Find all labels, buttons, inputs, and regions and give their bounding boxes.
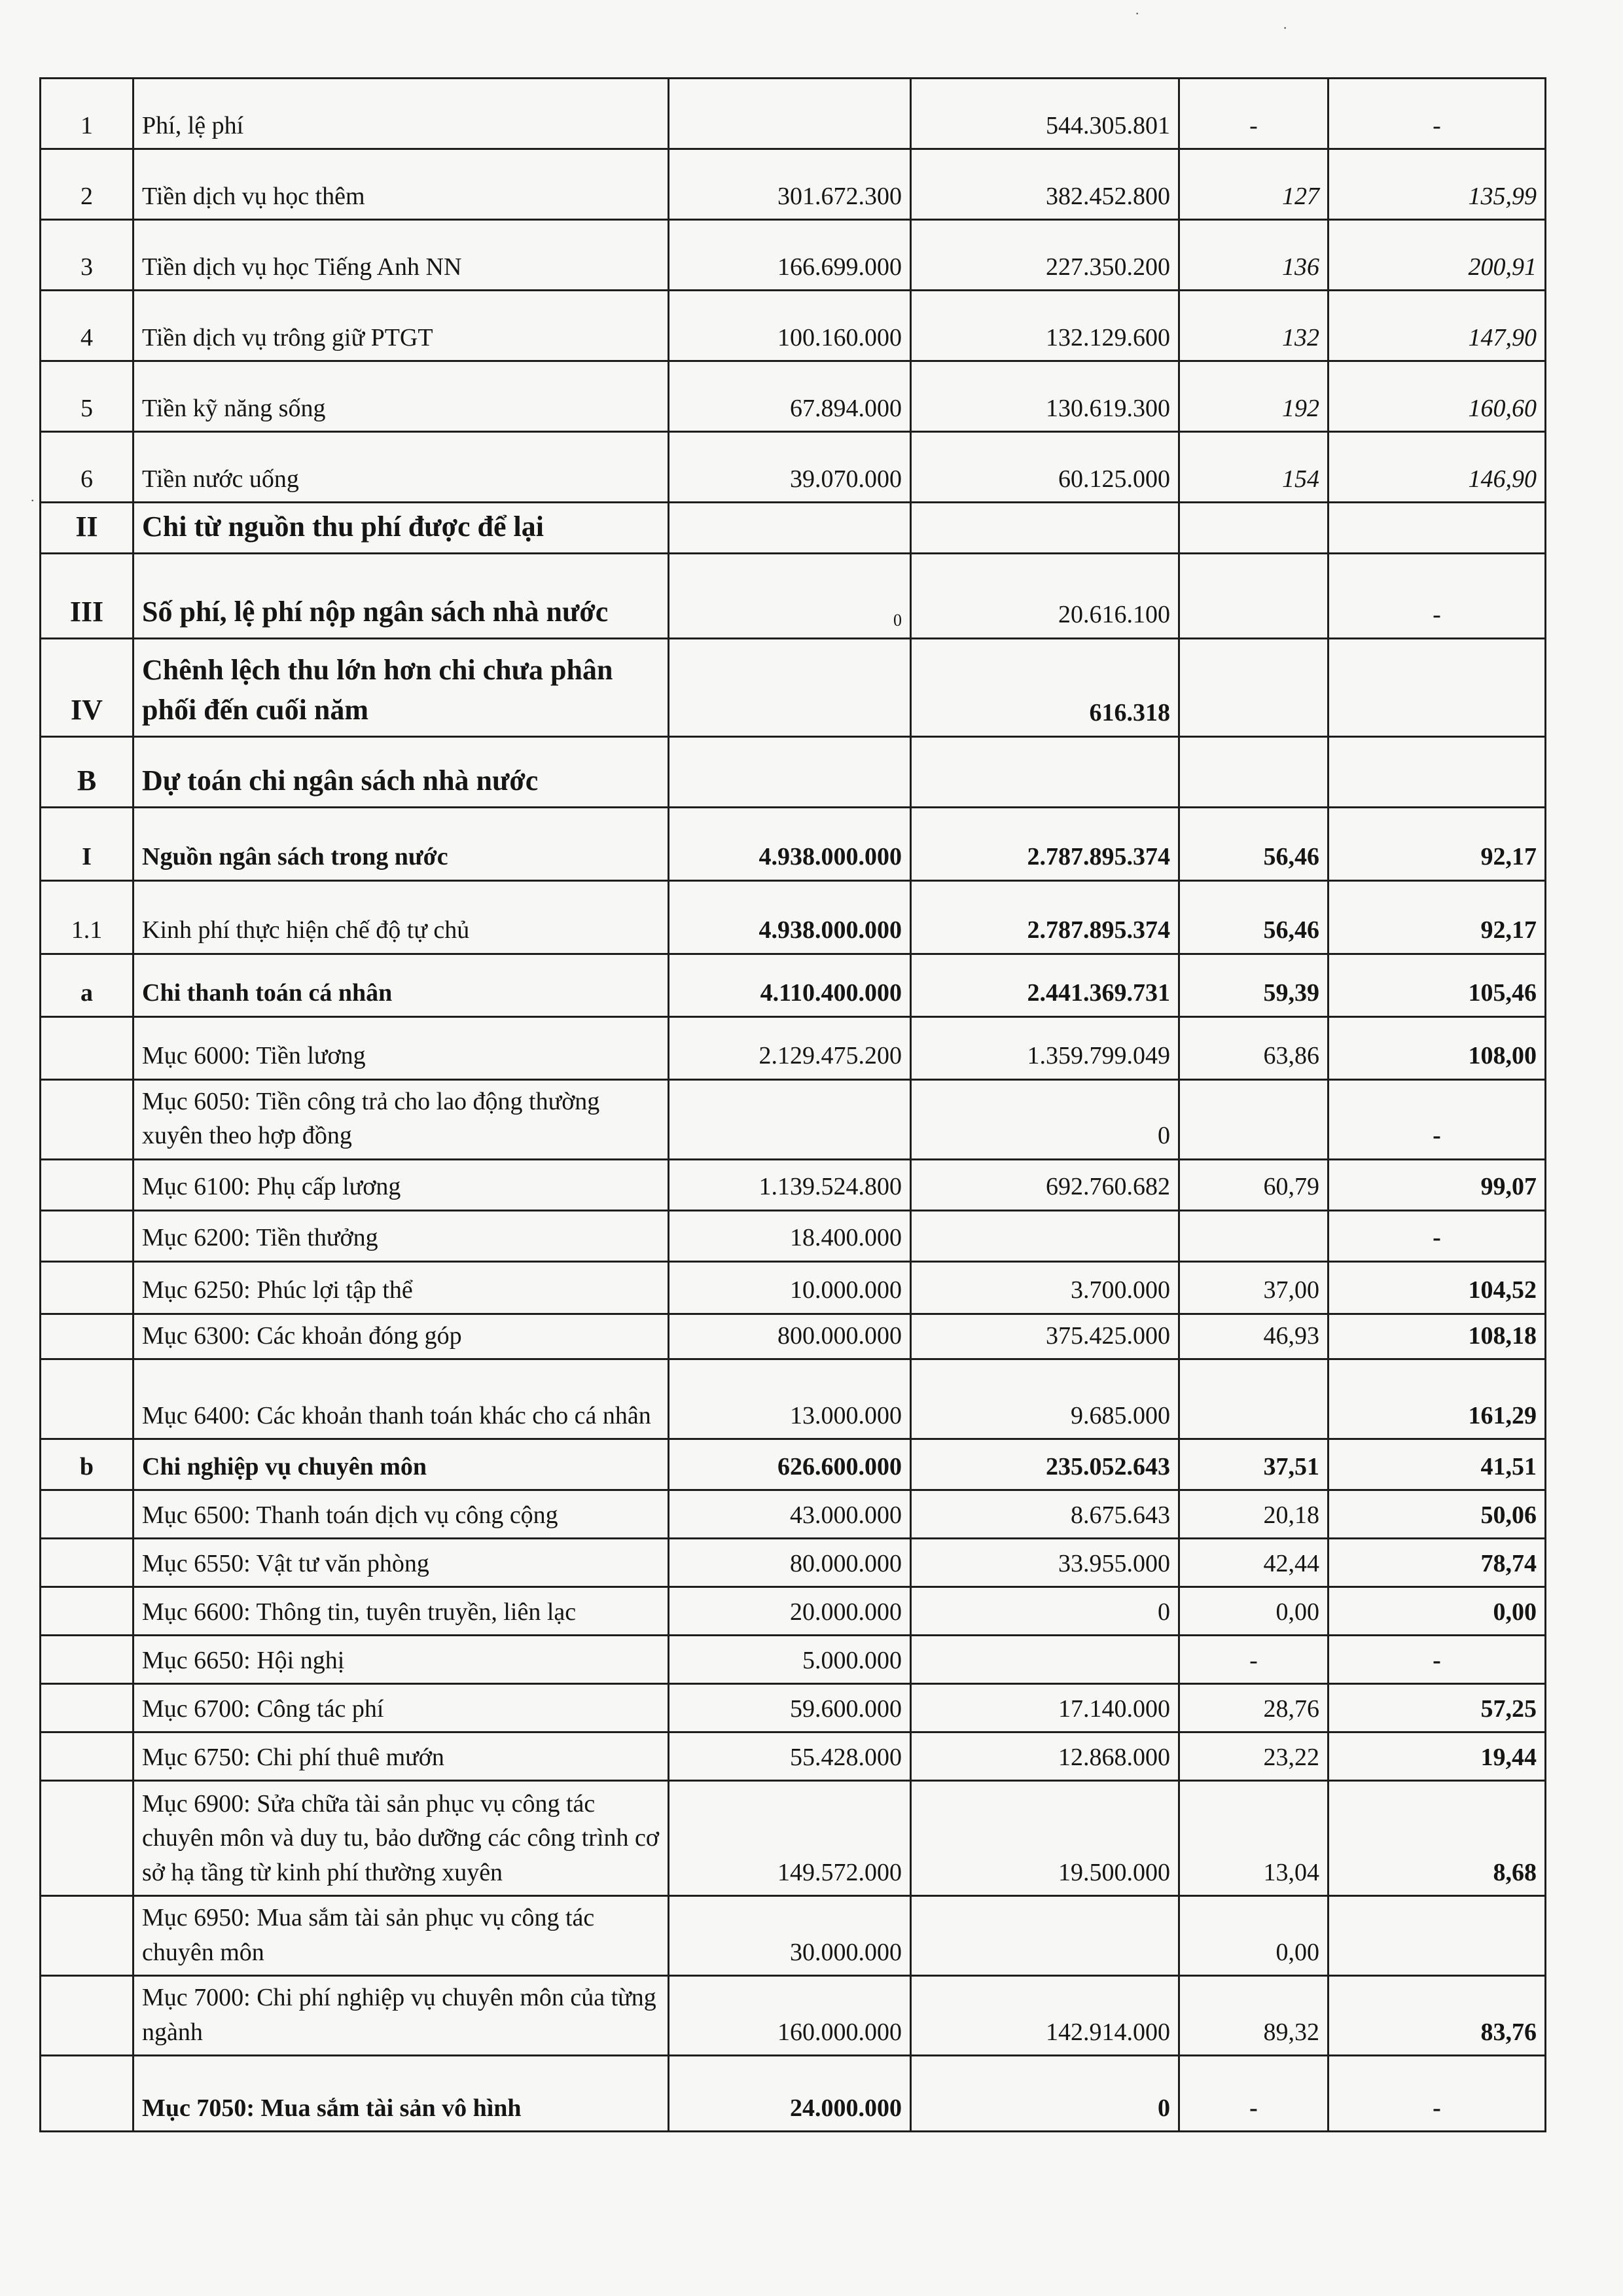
- table-row: [41, 553, 1546, 638]
- row-pct-same-period: 161,29: [1329, 1359, 1546, 1439]
- row-name: Chênh lệch thu lớn hơn chi chưa phân phối đến cuối năm: [134, 638, 669, 736]
- row-actual: 0: [911, 2056, 1179, 2132]
- row-number: [41, 1781, 134, 1896]
- row-number: [41, 1359, 134, 1439]
- table-row: [41, 1210, 1546, 1261]
- row-pct-estimate: [1179, 1079, 1329, 1159]
- row-pct-same-period: 41,51: [1329, 1439, 1546, 1490]
- row-estimate: 30.000.000: [669, 1896, 911, 1976]
- table-row: [41, 1732, 1546, 1781]
- row-number: [41, 1490, 134, 1539]
- row-name: Mục 6700: Công tác phí: [134, 1684, 669, 1732]
- row-pct-estimate: [1179, 553, 1329, 638]
- table-row: [41, 1684, 1546, 1732]
- row-pct-same-period: 8,68: [1329, 1781, 1546, 1896]
- row-name: Mục 6550: Vật tư văn phòng: [134, 1539, 669, 1587]
- row-estimate: 100.160.000: [669, 291, 911, 361]
- table-row: [41, 1079, 1546, 1159]
- row-name: Tiền dịch vụ học Tiếng Anh NN: [134, 220, 669, 291]
- row-estimate: [669, 638, 911, 736]
- row-name: Mục 6400: Các khoản thanh toán khác cho cá nhân: [134, 1359, 669, 1439]
- row-pct-same-period: 92,17: [1329, 807, 1546, 880]
- row-pct-estimate: 132: [1179, 291, 1329, 361]
- row-name: Mục 6300: Các khoản đóng góp: [134, 1314, 669, 1359]
- row-name: Mục 6050: Tiền công trả cho lao động thường xuyên theo hợp đồng: [134, 1079, 669, 1159]
- row-estimate: [669, 1079, 911, 1159]
- table-row: [41, 361, 1546, 432]
- row-actual: [911, 1896, 1179, 1976]
- row-pct-same-period: 135,99: [1329, 149, 1546, 220]
- row-name: Mục 7000: Chi phí nghiệp vụ chuyên môn của từng ngành: [134, 1976, 669, 2056]
- row-estimate: 160.000.000: [669, 1976, 911, 2056]
- row-number: [41, 1539, 134, 1587]
- row-number: b: [41, 1439, 134, 1490]
- table-row: [41, 1539, 1546, 1587]
- row-estimate: 166.699.000: [669, 220, 911, 291]
- row-pct-estimate: [1179, 1210, 1329, 1261]
- row-pct-same-period: -: [1329, 2056, 1546, 2132]
- row-pct-estimate: 89,32: [1179, 1976, 1329, 2056]
- row-pct-estimate: 56,46: [1179, 807, 1329, 880]
- row-actual: [911, 503, 1179, 554]
- row-name: Số phí, lệ phí nộp ngân sách nhà nước: [134, 553, 669, 638]
- table-row: [41, 954, 1546, 1016]
- row-estimate: 13.000.000: [669, 1359, 911, 1439]
- row-name: Chi thanh toán cá nhân: [134, 954, 669, 1016]
- row-name: Tiền dịch vụ trông giữ PTGT: [134, 291, 669, 361]
- budget-table: [39, 77, 1546, 2132]
- row-number: 4: [41, 291, 134, 361]
- row-name: Mục 6600: Thông tin, tuyên truyền, liên lạc: [134, 1587, 669, 1636]
- row-pct-same-period: [1329, 1896, 1546, 1976]
- row-actual: [911, 1210, 1179, 1261]
- row-actual: 142.914.000: [911, 1976, 1179, 2056]
- table-row: [41, 1976, 1546, 2056]
- row-estimate: [669, 79, 911, 149]
- row-actual: 2.441.369.731: [911, 954, 1179, 1016]
- row-estimate: 67.894.000: [669, 361, 911, 432]
- row-number: [41, 1210, 134, 1261]
- row-name: Tiền dịch vụ học thêm: [134, 149, 669, 220]
- table-row: [41, 149, 1546, 220]
- table-row: [41, 1896, 1546, 1976]
- row-estimate: 80.000.000: [669, 1539, 911, 1587]
- table-row: [41, 1439, 1546, 1490]
- row-estimate: 10.000.000: [669, 1261, 911, 1314]
- row-pct-estimate: 192: [1179, 361, 1329, 432]
- row-pct-estimate: 127: [1179, 149, 1329, 220]
- row-estimate: 20.000.000: [669, 1587, 911, 1636]
- row-pct-estimate: 37,00: [1179, 1261, 1329, 1314]
- row-actual: 19.500.000: [911, 1781, 1179, 1896]
- row-name: Mục 6900: Sửa chữa tài sản phục vụ công tác chuyên môn và duy tu, bảo dưỡng các công trình cơ sở hạ tầng từ kinh phí thường xuyên: [134, 1781, 669, 1896]
- row-name: Dự toán chi ngân sách nhà nước: [134, 736, 669, 807]
- row-actual: 0: [911, 1587, 1179, 1636]
- scan-speck: ·: [1135, 5, 1140, 22]
- row-actual: 8.675.643: [911, 1490, 1179, 1539]
- row-pct-estimate: 37,51: [1179, 1439, 1329, 1490]
- table-row: [41, 1016, 1546, 1079]
- table-row: [41, 807, 1546, 880]
- row-name: Phí, lệ phí: [134, 79, 669, 149]
- row-number: [41, 1261, 134, 1314]
- row-pct-same-period: 147,90: [1329, 291, 1546, 361]
- row-pct-same-period: 78,74: [1329, 1539, 1546, 1587]
- row-pct-same-period: -: [1329, 553, 1546, 638]
- row-actual: 12.868.000: [911, 1732, 1179, 1781]
- row-actual: 3.700.000: [911, 1261, 1179, 1314]
- row-actual: 9.685.000: [911, 1359, 1179, 1439]
- row-estimate: 43.000.000: [669, 1490, 911, 1539]
- row-name: Mục 6750: Chi phí thuê mướn: [134, 1732, 669, 1781]
- row-actual: 20.616.100: [911, 553, 1179, 638]
- table-row: [41, 736, 1546, 807]
- row-name: Mục 6200: Tiền thưởng: [134, 1210, 669, 1261]
- row-number: [41, 2056, 134, 2132]
- row-pct-estimate: 136: [1179, 220, 1329, 291]
- row-estimate: 626.600.000: [669, 1439, 911, 1490]
- row-actual: [911, 736, 1179, 807]
- row-name: Tiền nước uống: [134, 432, 669, 503]
- row-pct-same-period: 50,06: [1329, 1490, 1546, 1539]
- table-row: [41, 1636, 1546, 1684]
- row-actual: 382.452.800: [911, 149, 1179, 220]
- row-pct-same-period: 108,00: [1329, 1016, 1546, 1079]
- row-pct-estimate: 154: [1179, 432, 1329, 503]
- row-number: [41, 1976, 134, 2056]
- table-row: [41, 1587, 1546, 1636]
- row-estimate: 1.139.524.800: [669, 1159, 911, 1210]
- row-actual: 227.350.200: [911, 220, 1179, 291]
- table-row: [41, 1314, 1546, 1359]
- row-estimate: 55.428.000: [669, 1732, 911, 1781]
- row-pct-same-period: -: [1329, 1210, 1546, 1261]
- row-actual: 130.619.300: [911, 361, 1179, 432]
- row-number: [41, 1896, 134, 1976]
- row-name: Mục 6950: Mua sắm tài sản phục vụ công tác chuyên môn: [134, 1896, 669, 1976]
- row-actual: 2.787.895.374: [911, 880, 1179, 954]
- table-row: [41, 2056, 1546, 2132]
- row-estimate: 39.070.000: [669, 432, 911, 503]
- row-pct-same-period: 200,91: [1329, 220, 1546, 291]
- row-pct-estimate: 20,18: [1179, 1490, 1329, 1539]
- row-actual: 1.359.799.049: [911, 1016, 1179, 1079]
- row-pct-estimate: 23,22: [1179, 1732, 1329, 1781]
- row-estimate: [669, 503, 911, 554]
- row-pct-same-period: -: [1329, 1636, 1546, 1684]
- row-number: [41, 1587, 134, 1636]
- row-actual: 0: [911, 1079, 1179, 1159]
- row-estimate: 2.129.475.200: [669, 1016, 911, 1079]
- row-pct-same-period: 104,52: [1329, 1261, 1546, 1314]
- row-pct-estimate: -: [1179, 79, 1329, 149]
- scan-speck: ·: [30, 492, 35, 509]
- table-row: [41, 1490, 1546, 1539]
- row-pct-estimate: 59,39: [1179, 954, 1329, 1016]
- row-number: 5: [41, 361, 134, 432]
- row-pct-same-period: 83,76: [1329, 1976, 1546, 2056]
- row-actual: 33.955.000: [911, 1539, 1179, 1587]
- table-row: [41, 79, 1546, 149]
- scan-speck: ·: [1283, 20, 1288, 36]
- row-actual: 544.305.801: [911, 79, 1179, 149]
- row-estimate: [669, 736, 911, 807]
- row-estimate: 4.938.000.000: [669, 807, 911, 880]
- row-pct-estimate: 42,44: [1179, 1539, 1329, 1587]
- row-number: [41, 1732, 134, 1781]
- row-estimate: 301.672.300: [669, 149, 911, 220]
- table-row: [41, 1781, 1546, 1896]
- row-actual: 2.787.895.374: [911, 807, 1179, 880]
- row-pct-estimate: 13,04: [1179, 1781, 1329, 1896]
- row-name: Nguồn ngân sách trong nước: [134, 807, 669, 880]
- row-number: 6: [41, 432, 134, 503]
- row-pct-estimate: -: [1179, 2056, 1329, 2132]
- row-pct-estimate: 60,79: [1179, 1159, 1329, 1210]
- row-estimate: 800.000.000: [669, 1314, 911, 1359]
- row-actual: 132.129.600: [911, 291, 1179, 361]
- row-number: 1: [41, 79, 134, 149]
- row-estimate: 0: [669, 553, 911, 638]
- table-row: [41, 638, 1546, 736]
- row-name: Mục 7050: Mua sắm tài sản vô hình: [134, 2056, 669, 2132]
- table-row: [41, 880, 1546, 954]
- row-number: I: [41, 807, 134, 880]
- row-actual: [911, 1636, 1179, 1684]
- row-actual: 375.425.000: [911, 1314, 1179, 1359]
- row-pct-same-period: 105,46: [1329, 954, 1546, 1016]
- row-pct-estimate: -: [1179, 1636, 1329, 1684]
- row-number: [41, 1314, 134, 1359]
- row-name: Mục 6500: Thanh toán dịch vụ công cộng: [134, 1490, 669, 1539]
- row-number: 3: [41, 220, 134, 291]
- row-pct-estimate: 28,76: [1179, 1684, 1329, 1732]
- row-estimate: 59.600.000: [669, 1684, 911, 1732]
- row-actual: 692.760.682: [911, 1159, 1179, 1210]
- row-name: Chi nghiệp vụ chuyên môn: [134, 1439, 669, 1490]
- row-pct-same-period: 92,17: [1329, 880, 1546, 954]
- row-number: [41, 1636, 134, 1684]
- row-number: [41, 1159, 134, 1210]
- row-number: [41, 1079, 134, 1159]
- row-number: a: [41, 954, 134, 1016]
- row-number: [41, 1684, 134, 1732]
- row-pct-same-period: 0,00: [1329, 1587, 1546, 1636]
- row-estimate: 4.938.000.000: [669, 880, 911, 954]
- row-pct-same-period: 160,60: [1329, 361, 1546, 432]
- row-estimate: 18.400.000: [669, 1210, 911, 1261]
- row-pct-estimate: [1179, 1359, 1329, 1439]
- row-name: Mục 6100: Phụ cấp lương: [134, 1159, 669, 1210]
- row-pct-estimate: 46,93: [1179, 1314, 1329, 1359]
- row-pct-same-period: 57,25: [1329, 1684, 1546, 1732]
- table-row: [41, 220, 1546, 291]
- row-estimate: 5.000.000: [669, 1636, 911, 1684]
- row-name: Chi từ nguồn thu phí được để lại: [134, 503, 669, 554]
- row-pct-same-period: 99,07: [1329, 1159, 1546, 1210]
- table-row: [41, 432, 1546, 503]
- table-row: [41, 503, 1546, 554]
- row-estimate: 24.000.000: [669, 2056, 911, 2132]
- row-pct-same-period: -: [1329, 1079, 1546, 1159]
- row-actual: 60.125.000: [911, 432, 1179, 503]
- row-name: Mục 6000: Tiền lương: [134, 1016, 669, 1079]
- row-number: B: [41, 736, 134, 807]
- row-number: II: [41, 503, 134, 554]
- budget-table-body: [41, 79, 1546, 2132]
- row-number: IV: [41, 638, 134, 736]
- row-pct-estimate: [1179, 638, 1329, 736]
- row-pct-estimate: 0,00: [1179, 1587, 1329, 1636]
- row-pct-estimate: [1179, 736, 1329, 807]
- row-estimate: 149.572.000: [669, 1781, 911, 1896]
- row-pct-same-period: 108,18: [1329, 1314, 1546, 1359]
- table-row: [41, 291, 1546, 361]
- row-number: [41, 1016, 134, 1079]
- table-row: [41, 1359, 1546, 1439]
- row-name: Mục 6650: Hội nghị: [134, 1636, 669, 1684]
- row-actual: 616.318: [911, 638, 1179, 736]
- row-pct-same-period: [1329, 503, 1546, 554]
- row-pct-same-period: 19,44: [1329, 1732, 1546, 1781]
- row-actual: 235.052.643: [911, 1439, 1179, 1490]
- row-actual: 17.140.000: [911, 1684, 1179, 1732]
- row-name: Tiền kỹ năng sống: [134, 361, 669, 432]
- row-pct-estimate: 63,86: [1179, 1016, 1329, 1079]
- row-pct-estimate: [1179, 503, 1329, 554]
- row-number: III: [41, 553, 134, 638]
- row-number: 1.1: [41, 880, 134, 954]
- row-pct-estimate: 56,46: [1179, 880, 1329, 954]
- row-pct-same-period: -: [1329, 79, 1546, 149]
- row-name: Mục 6250: Phúc lợi tập thể: [134, 1261, 669, 1314]
- row-pct-same-period: 146,90: [1329, 432, 1546, 503]
- table-row: [41, 1261, 1546, 1314]
- row-name: Kinh phí thực hiện chế độ tự chủ: [134, 880, 669, 954]
- row-estimate: 4.110.400.000: [669, 954, 911, 1016]
- row-number: 2: [41, 149, 134, 220]
- table-row: [41, 1159, 1546, 1210]
- row-pct-same-period: [1329, 736, 1546, 807]
- row-pct-estimate: 0,00: [1179, 1896, 1329, 1976]
- row-pct-same-period: [1329, 638, 1546, 736]
